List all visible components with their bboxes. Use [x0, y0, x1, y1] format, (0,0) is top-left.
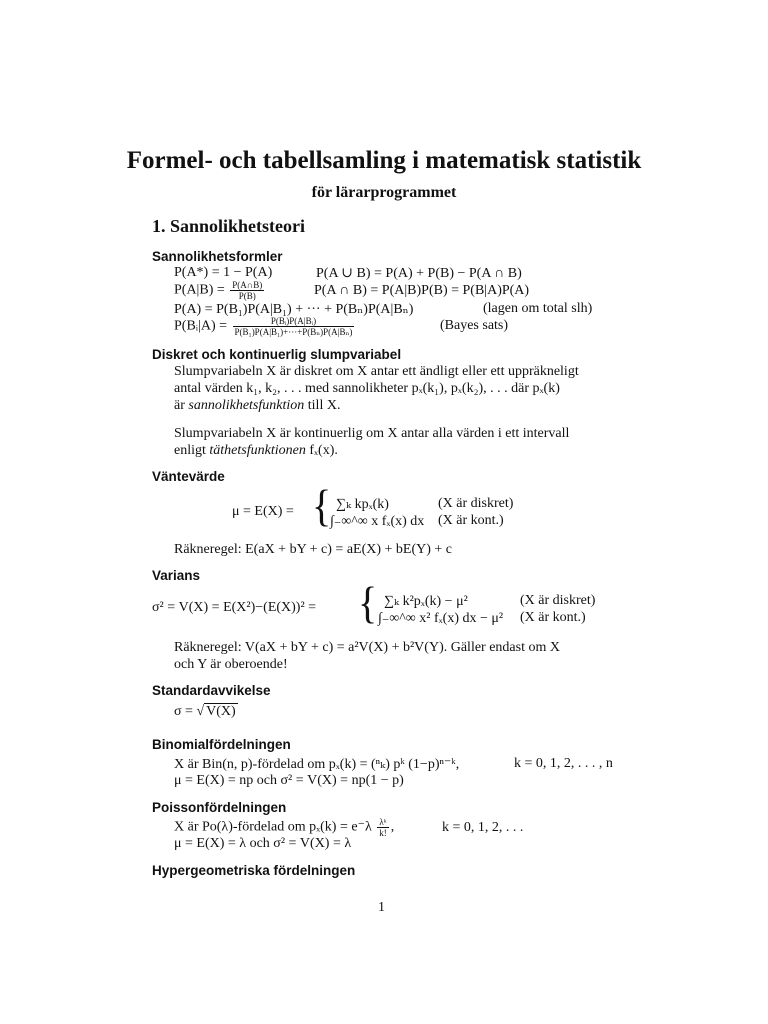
formula-total-probability: P(A) = P(B₁)P(A|B₁) + ··· + P(Bₙ)P(A|Bₙ): [174, 302, 414, 317]
subheading-hypergeometrisk: Hypergeometriska fördelningen: [152, 863, 356, 878]
fraction: [377, 817, 389, 838]
subheading-binomial: Binomialfördelningen: [152, 737, 291, 752]
paragraph-line: Slumpvariabeln X är kontinuerlig om X antar alla värden i ett intervall: [174, 426, 570, 441]
text-fragment: är: [174, 398, 185, 413]
variance-lhs: σ² = V(X) = E(X²)−(E(X))² =: [152, 600, 317, 615]
expectation-case-discrete: ∑ₖ kpₓ(k): [336, 497, 389, 512]
text-fragment: till X.: [307, 398, 341, 413]
left-brace: {: [312, 480, 332, 531]
expectation-rule: Räkneregel: E(aX + bY + c) = aE(X) + bE(Y) + c: [174, 542, 453, 557]
fraction-denominator: k!: [379, 828, 387, 838]
paragraph-line: antal värden k₁, k₂, . . . med sannolikheter pₓ(k₁), pₓ(k₂), . . . där pₓ(k): [174, 381, 560, 396]
formula-intersection: P(A ∩ B) = P(A|B)P(B) = P(B|A)P(A): [314, 283, 530, 298]
subheading-varians: Varians: [152, 568, 201, 583]
subheading-poisson: Poissonfördelningen: [152, 800, 287, 815]
poisson-pmf: X är Po(λ)-fördelad om pₓ(k) = e⁻λ $\frac{\text{λᵏ}}{k!}$ ,: [174, 817, 395, 838]
formula-bayes: [174, 316, 356, 337]
fraction-denominator: P(B): [238, 291, 256, 301]
stddev-formula: [174, 704, 238, 720]
poisson-moments: μ = E(X) = λ och σ² = V(X) = λ: [174, 836, 352, 851]
formula-bayes-note: (Bayes sats): [440, 318, 509, 333]
fraction: [233, 316, 355, 337]
binomial-range: k = 0, 1, 2, . . . , n: [514, 756, 613, 771]
binomial-pmf: X är Bin(n, p)-fördelad om pₓ(k) = (ⁿₖ) pᵏ (1−p)ⁿ⁻ᵏ,: [174, 757, 460, 772]
variance-case-discrete-note: (X är diskret): [520, 593, 596, 608]
fraction: [230, 280, 264, 301]
page-subtitle: för lärarprogrammet: [311, 184, 457, 201]
variance-rule: Räkneregel: V(aX + bY + c) = a²V(X) + b²V(Y). Gäller endast om X: [174, 640, 560, 655]
page-title: Formel- och tabellsamling i matematisk statistik: [126, 147, 642, 174]
poisson-range: k = 0, 1, 2, . . .: [442, 820, 524, 835]
variance-rule: och Y är oberoende!: [174, 657, 288, 672]
subheading-sannolikhetsformler: Sannolikhetsformler: [152, 249, 283, 264]
formula-conditional: [174, 280, 266, 301]
variance-case-continuous: ∫₋∞^∞ x² fₓ(x) dx − μ²: [378, 611, 504, 626]
binomial-moments: μ = E(X) = np och σ² = V(X) = np(1 − p): [174, 773, 404, 788]
expectation-case-discrete-note: (X är diskret): [438, 496, 514, 511]
stddev-lhs: σ =: [174, 704, 193, 719]
fraction-denominator: P(B₁)P(A|B₁)+···+P(Bₙ)P(A|Bₙ): [234, 327, 353, 337]
expectation-lhs: μ = E(X) =: [232, 504, 294, 519]
expectation-case-continuous-note: (X är kont.): [438, 513, 504, 528]
fraction-numerator: λᵏ: [377, 817, 389, 828]
sqrt-sign: √: [196, 704, 205, 719]
paragraph-line: [174, 443, 338, 459]
emphasis-term: täthetsfunktionen: [209, 443, 306, 458]
formula-complement: P(A*) = 1 − P(A): [174, 265, 273, 280]
left-brace: {: [358, 577, 378, 628]
text-fragment: enligt: [174, 443, 206, 458]
variance-case-continuous-note: (X är kont.): [520, 610, 586, 625]
poisson-pmf-lhs: X är Po(λ)-fördelad om pₓ(k) = e⁻λ: [174, 819, 372, 835]
formula-bayes-lhs: P(Bᵢ|A) =: [174, 318, 228, 334]
formula-union: P(A ∪ B) = P(A) + P(B) − P(A ∩ B): [316, 266, 522, 281]
text-fragment: fₓ(x).: [309, 443, 338, 458]
sqrt-radicand: V(X): [206, 704, 236, 719]
formula-total-probability-note: (lagen om total slh): [483, 301, 593, 316]
section-heading: 1. Sannolikhetsteori: [152, 216, 306, 236]
emphasis-term: sannolikhetsfunktion: [188, 398, 305, 413]
paragraph-line: Slumpvariabeln X är diskret om X antar ett ändligt eller ett uppräkneligt: [174, 364, 579, 379]
subheading-slumpvariabel: Diskret och kontinuerlig slumpvariabel: [152, 347, 402, 362]
formula-conditional-lhs: P(A|B) =: [174, 282, 225, 298]
fraction-numerator: P(Bᵢ)P(A|Bᵢ): [233, 316, 355, 327]
subheading-standardavvikelse: Standardavvikelse: [152, 683, 271, 698]
page-number: 1: [378, 900, 385, 915]
expectation-case-continuous: ∫₋∞^∞ x fₓ(x) dx: [330, 514, 425, 529]
variance-case-discrete: ∑ₖ k²pₓ(k) − μ²: [384, 594, 468, 609]
fraction-numerator: P(A∩B): [232, 280, 263, 290]
subheading-vantevarde: Väntevärde: [152, 469, 225, 484]
paragraph-line: [174, 398, 340, 414]
